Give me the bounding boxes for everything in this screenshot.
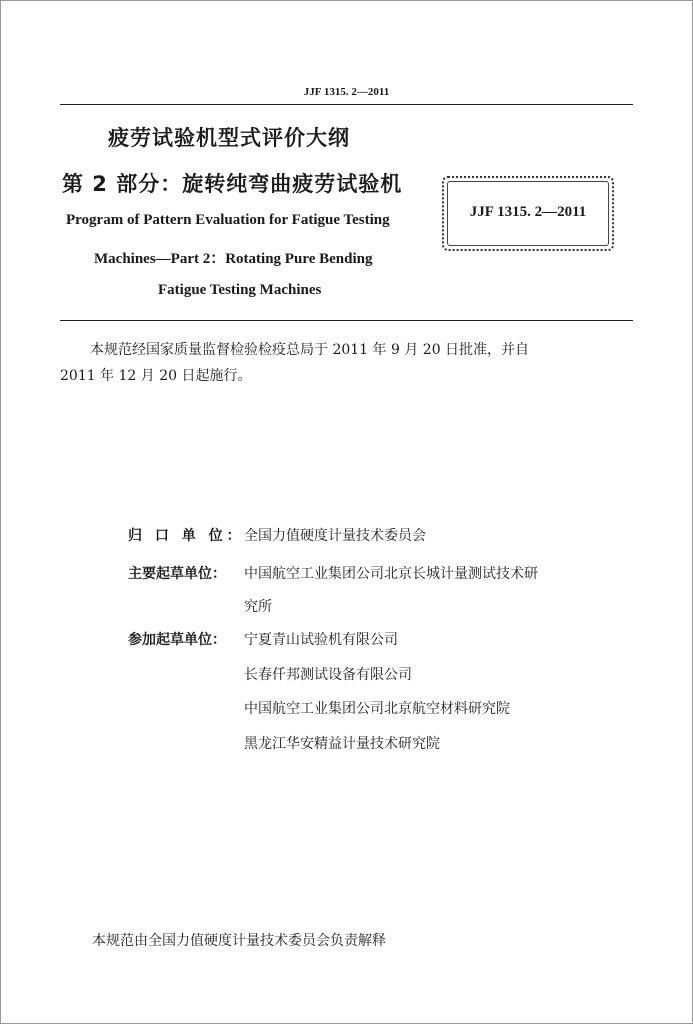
responsible-unit-label: 归 口 单 位： <box>128 528 245 544</box>
title-chinese-line1: 疲劳试验机型式评价大纲 <box>108 126 350 150</box>
main-drafting-value-line1: 中国航空工业集团公司北京长城计量测试技术研 <box>244 566 538 582</box>
title-chinese-line2: 第 2 部分：旋转纯弯曲疲劳试验机 <box>62 172 403 196</box>
participating-label: 参加起草单位： <box>128 632 226 648</box>
title-rule <box>60 320 633 321</box>
participating-unit: 宁夏青山试验机有限公司 <box>244 632 398 648</box>
interpretation-note: 本规范由全国力值硬度计量技术委员会负责解释 <box>92 933 386 949</box>
participating-unit: 长春仟邦测试设备有限公司 <box>244 667 412 683</box>
approval-line1: 本规范经国家质量监督检验检疫总局于 2011 年 9 月 20 日批准，并自 <box>90 342 530 358</box>
main-drafting-label: 主要起草单位： <box>128 566 226 582</box>
title-english-line1: Program of Pattern Evaluation for Fatigue Testing <box>66 212 390 228</box>
title-english-line3: Fatigue Testing Machines <box>158 282 322 298</box>
participating-unit: 中国航空工业集团公司北京航空材料研究院 <box>244 701 510 717</box>
header-code: JJF 1315. 2—2011 <box>303 86 390 98</box>
code-box-text: JJF 1315. 2—2011 <box>469 204 587 220</box>
main-drafting-value-line2: 究所 <box>244 599 272 615</box>
participating-unit: 黑龙江华安精益计量技术研究院 <box>244 736 440 752</box>
approval-line2: 2011 年 12 月 20 日起施行。 <box>60 368 252 384</box>
header-rule <box>60 104 633 105</box>
title-english-line2: Machines—Part 2：Rotating Pure Bending <box>94 251 373 267</box>
standard-code-box <box>442 176 614 251</box>
responsible-unit-value: 全国力值硬度计量技术委员会 <box>244 528 426 544</box>
